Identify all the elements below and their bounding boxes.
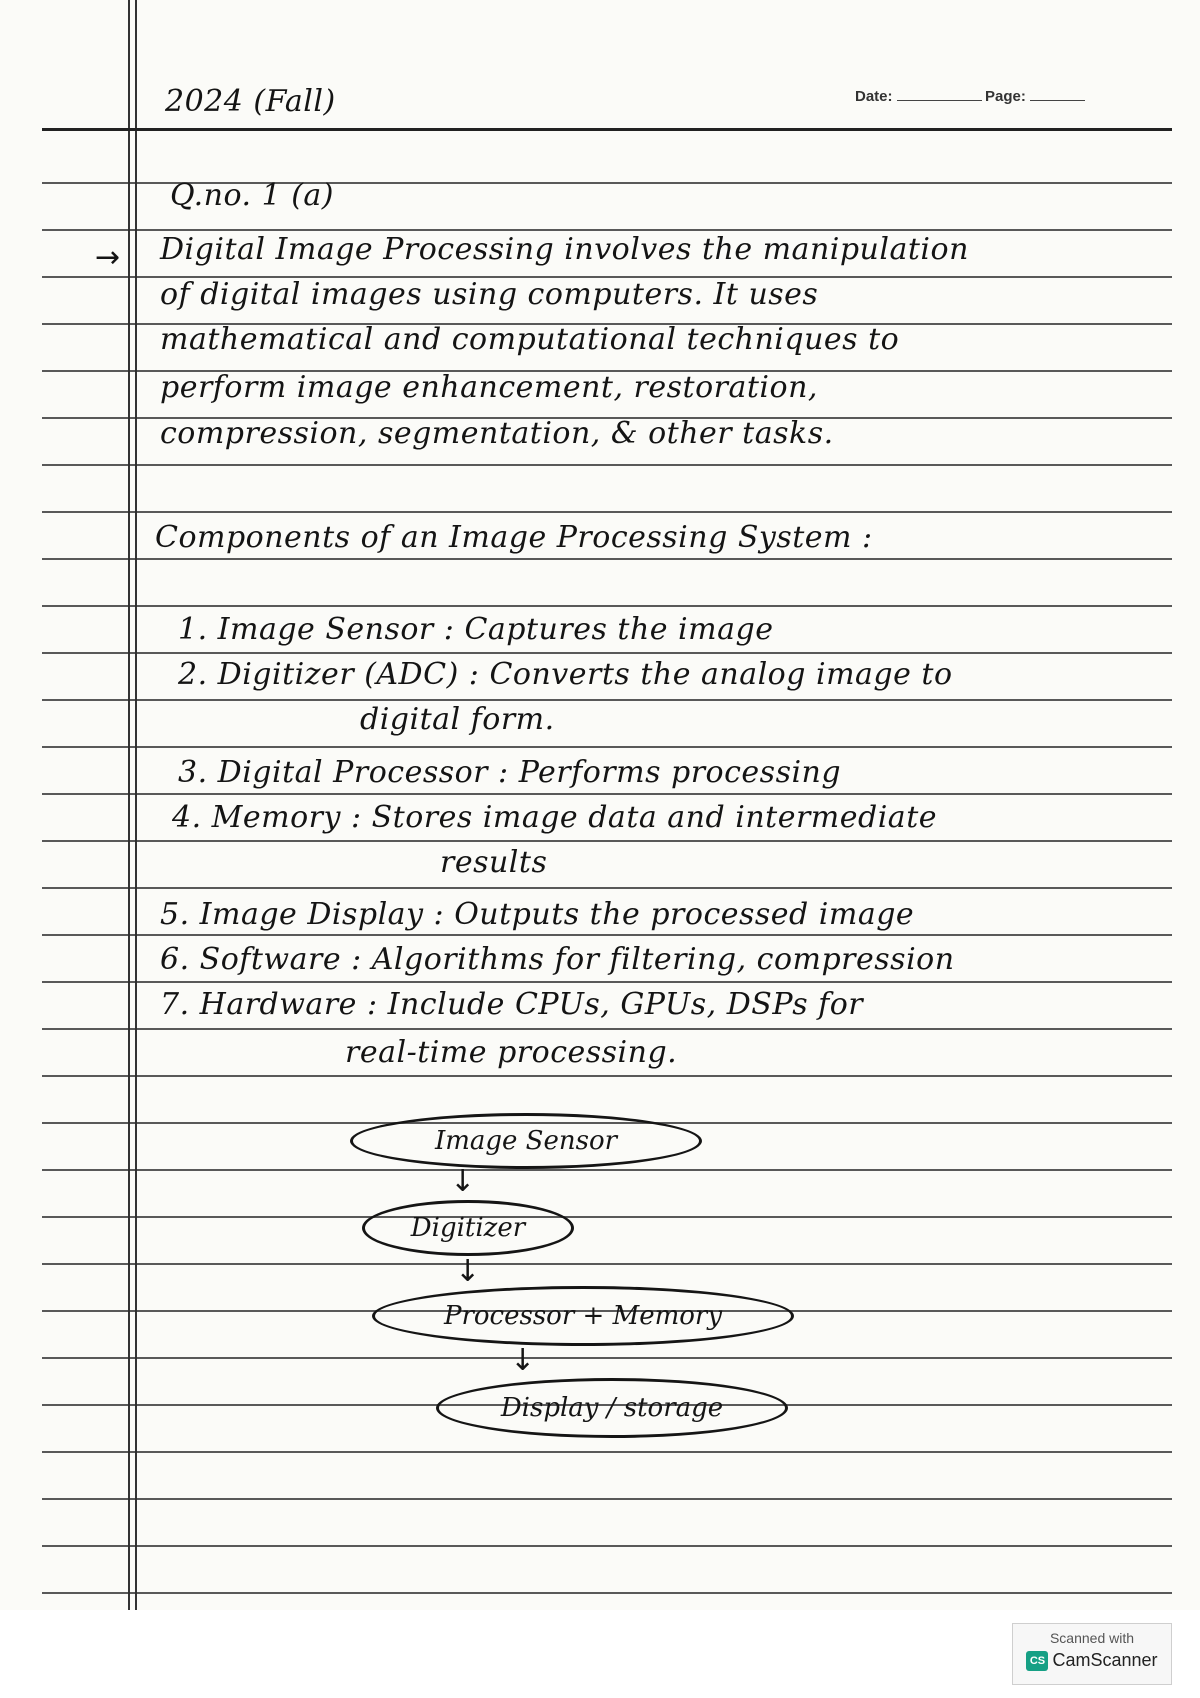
ruled-line (42, 464, 1172, 466)
camscanner-logo-icon: CS (1026, 1651, 1048, 1671)
down-arrow-icon: ↓ (510, 1343, 536, 1378)
component-line: real-time processing. (345, 1035, 678, 1070)
component-line: 2. Digitizer (ADC) : Converts the analog image to (178, 657, 953, 692)
ruled-line (42, 699, 1172, 701)
flow-node-image-sensor: Image Sensor (350, 1113, 702, 1169)
bullet-arrow-icon: → (95, 240, 121, 275)
ruled-line (42, 887, 1172, 889)
intro-line: mathematical and computational techniques to (160, 322, 900, 357)
page-field (985, 88, 1085, 105)
page-label: Page: (985, 88, 1026, 105)
ruled-line (42, 511, 1172, 513)
components-heading: Components of an Image Processing System : (155, 520, 873, 555)
ruled-line (42, 746, 1172, 748)
intro-line: Digital Image Processing involves the manipulation (160, 232, 969, 267)
ruled-line (42, 840, 1172, 842)
ruled-line (42, 1498, 1172, 1500)
flow-node-display-storage: Display / storage (436, 1378, 788, 1438)
ruled-line (42, 1169, 1172, 1171)
component-line: 7. Hardware : Include CPUs, GPUs, DSPs for (160, 987, 864, 1022)
date-blank (897, 100, 982, 101)
camscanner-watermark (1012, 1623, 1172, 1685)
date-field (855, 88, 982, 105)
ruled-line (42, 1451, 1172, 1453)
ruled-line (42, 981, 1172, 983)
ruled-line (42, 605, 1172, 607)
intro-line: perform image enhancement, restoration, (160, 370, 818, 405)
margin-line-right (135, 0, 137, 1610)
ruled-line (42, 1592, 1172, 1594)
ruled-line (42, 1263, 1172, 1265)
ruled-line (42, 934, 1172, 936)
component-line: 1. Image Sensor : Captures the image (178, 612, 774, 647)
ruled-line (42, 793, 1172, 795)
down-arrow-icon: ↓ (450, 1164, 476, 1199)
intro-line: compression, segmentation, & other tasks. (160, 416, 834, 451)
component-line: results (440, 845, 548, 880)
page-blank (1030, 100, 1085, 101)
ruled-line (42, 229, 1172, 231)
intro-line: of digital images using computers. It uses (160, 277, 819, 312)
question-number: Q.no. 1 (a) (170, 178, 334, 213)
watermark-name: CamScanner (1052, 1650, 1158, 1670)
ruled-line (42, 1357, 1172, 1359)
ruled-line (42, 558, 1172, 560)
date-label: Date: (855, 88, 893, 105)
component-line: 4. Memory : Stores image data and intermediate (172, 800, 938, 835)
ruled-line (42, 652, 1172, 654)
flow-node-digitizer: Digitizer (362, 1200, 574, 1256)
ruled-line (42, 1075, 1172, 1077)
component-line: 5. Image Display : Outputs the processed image (160, 897, 915, 932)
flow-node-processor-memory: Processor + Memory (372, 1286, 794, 1346)
margin-line-left (128, 0, 130, 1610)
component-line: 3. Digital Processor : Performs processing (178, 755, 842, 790)
page-title: 2024 (Fall) (165, 84, 336, 119)
component-line: digital form. (360, 702, 555, 737)
component-line: 6. Software : Algorithms for filtering, compression (160, 942, 955, 977)
ruled-line (42, 1028, 1172, 1030)
header-rule (42, 128, 1172, 131)
ruled-line (42, 1545, 1172, 1547)
watermark-caption: Scanned with (1049, 1630, 1135, 1646)
watermark-brand (1013, 1650, 1171, 1671)
down-arrow-icon: ↓ (455, 1254, 481, 1289)
ruled-line (42, 1216, 1172, 1218)
